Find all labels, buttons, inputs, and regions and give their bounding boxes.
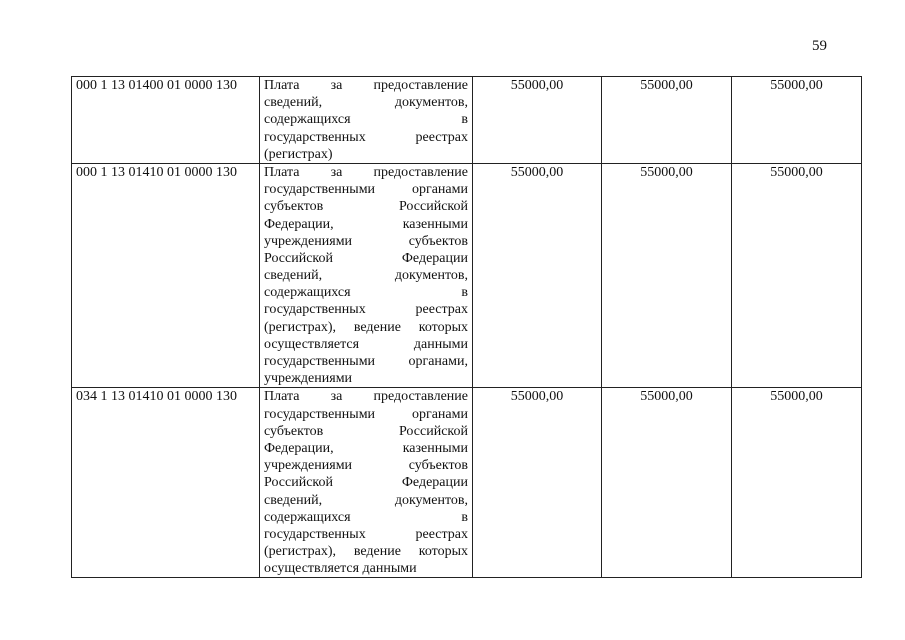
income-name-line: содержащихся в bbox=[264, 285, 468, 301]
income-name-line: субъектов Российской bbox=[264, 199, 468, 215]
income-name-line: Российской Федерации bbox=[264, 250, 468, 266]
page-number: 59 bbox=[812, 38, 827, 54]
revenue-table bbox=[71, 76, 862, 578]
income-name-line: сведений, документов, bbox=[264, 95, 468, 111]
table-row bbox=[72, 77, 862, 164]
income-name-cell bbox=[260, 163, 473, 387]
income-name-line: содержащихся в bbox=[264, 509, 468, 525]
income-name-line: государственных реестрах bbox=[264, 526, 468, 542]
income-name-line: (регистрах), ведение которых bbox=[264, 544, 468, 560]
amount-cell-year-1: 55000,00 bbox=[473, 77, 602, 164]
amount-cell-year-3: 55000,00 bbox=[732, 388, 862, 578]
table-body bbox=[72, 77, 862, 578]
budget-code-cell: 000 1 13 01410 01 0000 130 bbox=[72, 163, 260, 387]
income-name-line: государственными органами bbox=[264, 182, 468, 198]
income-name-line: осуществляется данными bbox=[264, 561, 417, 577]
income-name-cell bbox=[260, 388, 473, 578]
amount-cell-year-1: 55000,00 bbox=[473, 388, 602, 578]
income-name-line: Плата за предоставление bbox=[264, 78, 468, 93]
income-name-line: учреждениями субъектов bbox=[264, 233, 468, 249]
budget-code-cell: 000 1 13 01400 01 0000 130 bbox=[72, 77, 260, 164]
budget-code-cell: 034 1 13 01410 01 0000 130 bbox=[72, 388, 260, 578]
income-name-line: государственными органами bbox=[264, 406, 468, 422]
income-name-line: Российской Федерации bbox=[264, 475, 468, 491]
income-name-cell bbox=[260, 77, 473, 164]
income-name-line: (регистрах) bbox=[264, 146, 333, 162]
income-name-line: Федерации, казенными bbox=[264, 440, 468, 456]
amount-cell-year-2: 55000,00 bbox=[602, 77, 732, 164]
income-name-line: Плата за предоставление bbox=[264, 389, 468, 405]
income-name-line: сведений, документов, bbox=[264, 268, 468, 284]
amount-cell-year-2: 55000,00 bbox=[602, 388, 732, 578]
income-name-line: субъектов Российской bbox=[264, 423, 468, 439]
income-name-line: государственными органами, bbox=[264, 354, 468, 369]
income-name-line: осуществляется данными bbox=[264, 336, 468, 352]
income-name-line: Федерации, казенными bbox=[264, 216, 468, 232]
amount-cell-year-1: 55000,00 bbox=[473, 163, 602, 387]
amount-cell-year-2: 55000,00 bbox=[602, 163, 732, 387]
income-name-line: государственных реестрах bbox=[264, 302, 468, 318]
income-name-line: учреждениями bbox=[264, 371, 353, 387]
amount-cell-year-3: 55000,00 bbox=[732, 77, 862, 164]
amount-cell-year-3: 55000,00 bbox=[732, 163, 862, 387]
income-name-line: (регистрах), ведение которых bbox=[264, 319, 468, 335]
table-row bbox=[72, 388, 862, 578]
income-name-line: содержащихся в bbox=[264, 112, 468, 128]
income-name-line: государственных реестрах bbox=[264, 129, 468, 145]
income-name-line: учреждениями субъектов bbox=[264, 458, 468, 474]
income-name-line: сведений, документов, bbox=[264, 492, 468, 508]
income-name-line: Плата за предоставление bbox=[264, 164, 468, 180]
table-row bbox=[72, 163, 862, 387]
